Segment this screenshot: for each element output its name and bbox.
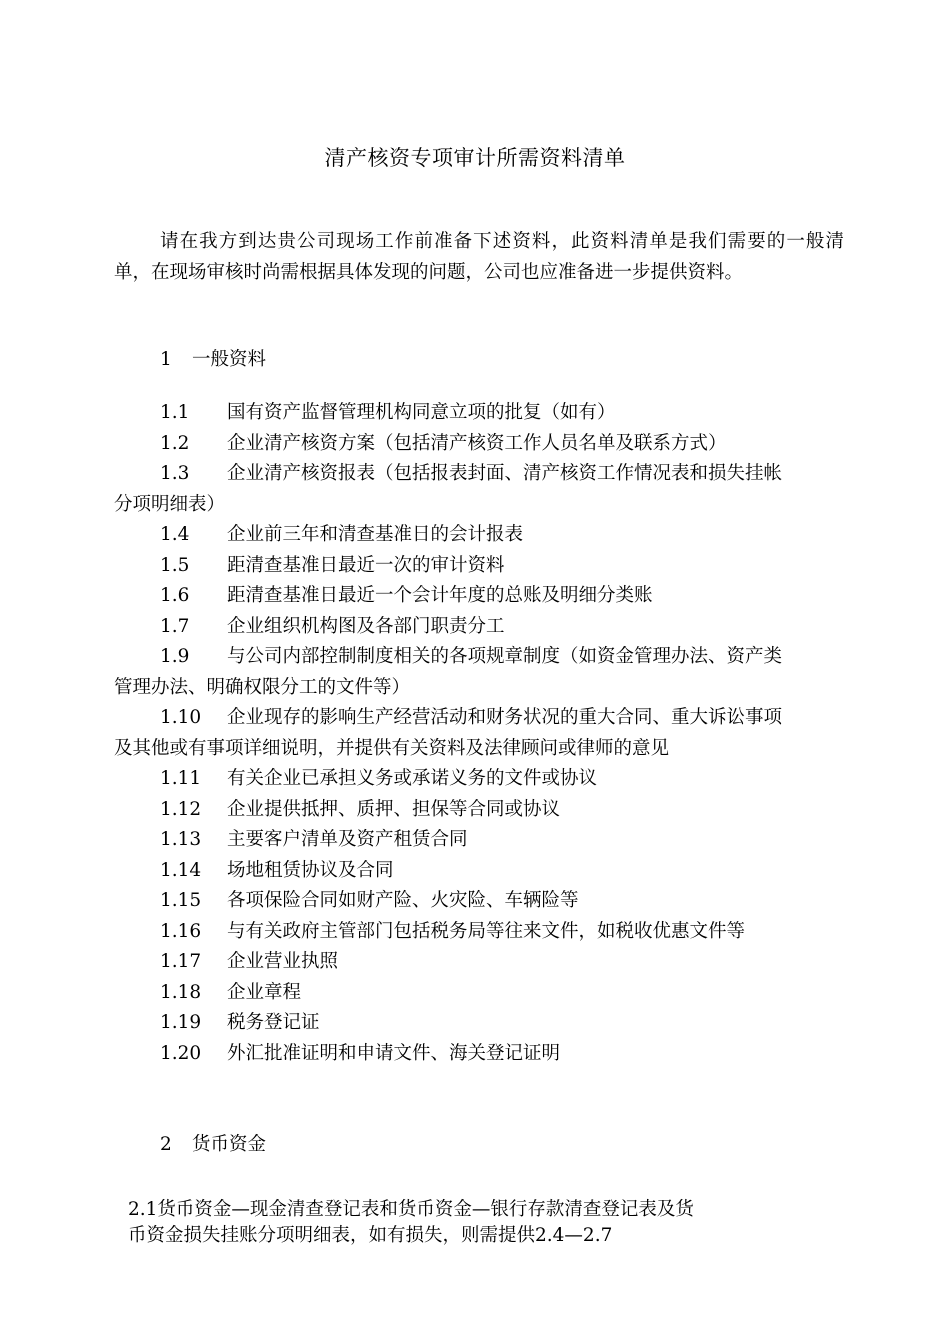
- list-item-line: [114, 795, 844, 826]
- list-item-text: 企业现存的影响生产经营活动和财务状况的重大合同、重大诉讼事项: [227, 707, 783, 728]
- list-item-number: 1.19: [160, 1012, 202, 1033]
- list-item-line: [114, 398, 844, 429]
- list-item-line: [114, 459, 844, 490]
- list-item-text: 企业清产核资方案（包括清产核资工作人员名单及联系方式）: [227, 432, 727, 454]
- section-2-number: 2: [160, 1134, 172, 1155]
- list-item: [114, 398, 844, 429]
- list-item: [114, 459, 844, 520]
- list-item-text: 距清查基准日最近一个会计年度的总账及明细分类账: [227, 585, 653, 606]
- list-item-line: [114, 703, 844, 734]
- list-item-continuation: 管理办法、明确权限分工的文件等）: [114, 676, 411, 698]
- document-title: 清产核资专项审计所需资料清单: [324, 146, 626, 170]
- list-item-number: 1.15: [160, 890, 202, 911]
- list-item: [114, 612, 844, 643]
- list-item-number: 1.13: [160, 829, 202, 850]
- section-1-number: 1: [160, 349, 172, 370]
- list-item-text: 与有关政府主管部门包括税务局等往来文件，如税收优惠文件等: [227, 920, 746, 942]
- list-item: [114, 764, 844, 795]
- list-item-line: [114, 520, 844, 551]
- list-item: [114, 520, 844, 551]
- list-item-line: [114, 856, 844, 887]
- list-item-number: 1.6: [160, 585, 190, 606]
- list-item-line: [114, 947, 844, 978]
- list-item-line: [114, 1039, 844, 1070]
- list-item-line: [114, 764, 844, 795]
- list-item-number: 1.1: [160, 402, 190, 423]
- list-item-text: 企业前三年和清查基准日的会计报表: [227, 524, 524, 545]
- list-item-continuation: 及其他或有事项详细说明，并提供有关资料及法律顾问或律师的意见: [114, 737, 670, 759]
- section-2-item-line-2: 币资金损失挂账分项明细表，如有损失，则需提供2.4—2.7: [128, 1225, 613, 1246]
- list-item-number: 1.16: [160, 920, 202, 942]
- section-2-heading: [160, 1130, 266, 1156]
- list-item-text: 主要客户清单及资产租赁合同: [227, 829, 468, 850]
- section-1-item-list: [114, 398, 844, 1069]
- list-item-number: 1.20: [160, 1042, 202, 1064]
- list-item-line: [114, 825, 844, 856]
- list-item-text: 与公司内部控制制度相关的各项规章制度（如资金管理办法、资产类: [227, 646, 783, 667]
- list-item-text: 有关企业已承担义务或承诺义务的文件或协议: [227, 768, 598, 789]
- list-item-number: 1.5: [160, 554, 190, 576]
- list-item-text: 企业营业执照: [227, 951, 339, 972]
- list-item-number: 1.14: [160, 859, 202, 881]
- list-item-number: 1.11: [160, 768, 202, 789]
- list-item: [114, 886, 844, 917]
- list-item-text: 场地租赁协议及合同: [227, 859, 394, 881]
- section-2-item: [128, 1197, 848, 1249]
- section-2-item-line-1: 2.1货币资金—现金清查登记表和货币资金—银行存款清查登记表及货: [128, 1199, 694, 1220]
- intro-paragraph: 请在我方到达贵公司现场工作前准备下述资料，此资料清单是我们需要的一般清单，在现场审核时尚需根据具体发现的问题，公司也应准备进一步提供资料。: [114, 231, 844, 283]
- list-item: [114, 551, 844, 582]
- list-item-text: 各项保险合同如财产险、火灾险、车辆险等: [227, 890, 579, 911]
- list-item-number: 1.3: [160, 463, 190, 484]
- list-item-text: 距清查基准日最近一次的审计资料: [227, 554, 505, 576]
- section-2-title: 货币资金: [192, 1134, 267, 1155]
- list-item-line: [114, 1008, 844, 1039]
- list-item-line: [114, 581, 844, 612]
- list-item: [114, 703, 844, 764]
- list-item: [114, 1039, 844, 1070]
- list-item-number: 1.4: [160, 524, 190, 545]
- list-item-number: 1.2: [160, 432, 190, 454]
- list-item-text: 企业章程: [227, 981, 302, 1003]
- list-item: [114, 429, 844, 460]
- section-1-heading: [160, 345, 266, 371]
- list-item: [114, 581, 844, 612]
- list-item-line: [114, 886, 844, 917]
- list-item: [114, 917, 844, 948]
- list-item-number: 1.7: [160, 615, 190, 637]
- list-item-line: [114, 429, 844, 460]
- list-item: [114, 947, 844, 978]
- section-1-title: 一般资料: [192, 349, 267, 370]
- list-item-number: 1.17: [160, 951, 202, 972]
- list-item-text: 外汇批准证明和申请文件、海关登记证明: [227, 1042, 561, 1064]
- list-item: [114, 795, 844, 826]
- list-item: [114, 1008, 844, 1039]
- list-item-text: 企业组织机构图及各部门职责分工: [227, 615, 505, 637]
- list-item-text: 企业清产核资报表（包括报表封面、清产核资工作情况表和损失挂帐: [227, 463, 783, 484]
- list-item: [114, 978, 844, 1009]
- list-item-line: [114, 551, 844, 582]
- list-item-number: 1.12: [160, 798, 202, 820]
- list-item: [114, 642, 844, 703]
- list-item-line: [114, 612, 844, 643]
- list-item-text: 企业提供抵押、质押、担保等合同或协议: [227, 798, 561, 820]
- list-item-number: 1.10: [160, 707, 202, 728]
- list-item-line: [114, 917, 844, 948]
- list-item-number: 1.18: [160, 981, 202, 1003]
- list-item-number: 1.9: [160, 646, 190, 667]
- list-item-text: 国有资产监督管理机构同意立项的批复（如有）: [227, 402, 616, 423]
- list-item: [114, 825, 844, 856]
- list-item-text: 税务登记证: [227, 1012, 320, 1033]
- list-item: [114, 856, 844, 887]
- list-item-line: [114, 978, 844, 1009]
- list-item-line: [114, 642, 844, 673]
- list-item-continuation: 分项明细表）: [114, 493, 226, 515]
